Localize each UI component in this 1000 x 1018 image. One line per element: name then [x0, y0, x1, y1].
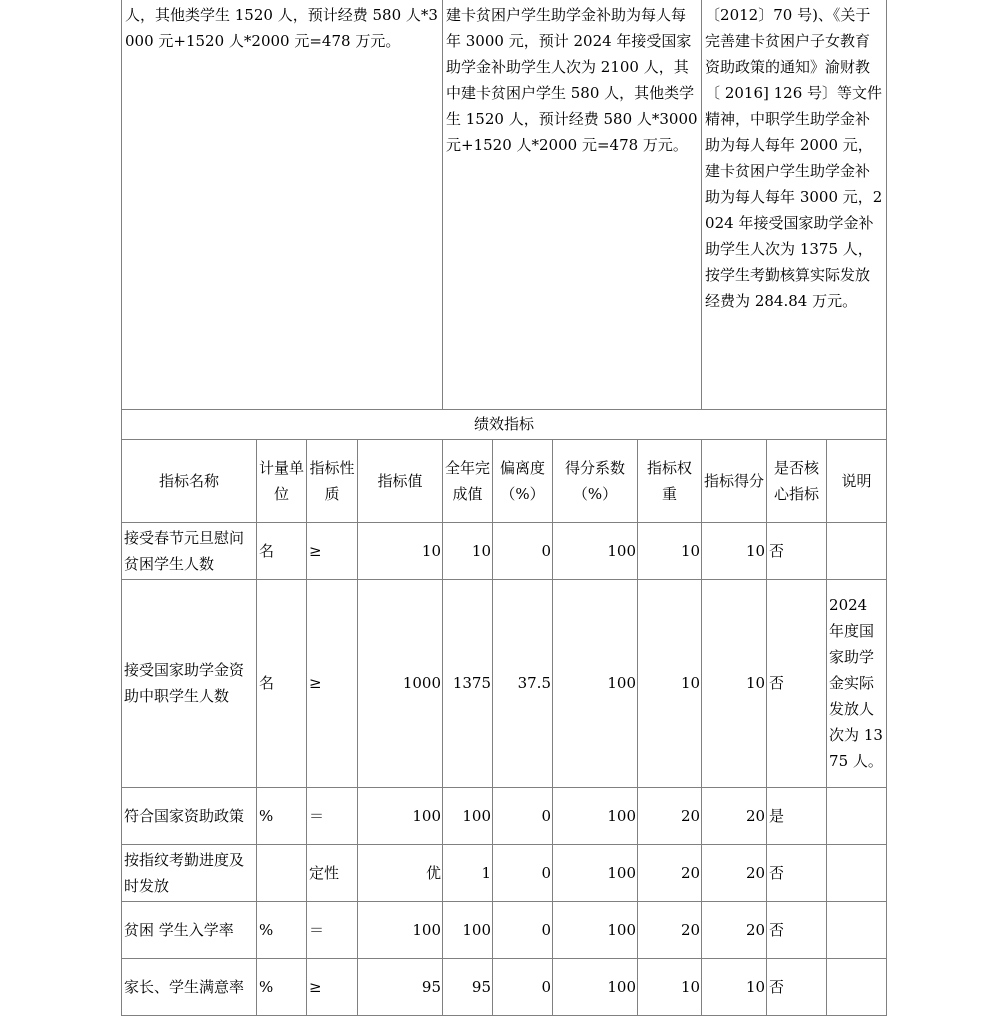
table-row: [122, 901, 887, 958]
header-coef: 得分系数（%）: [553, 439, 638, 522]
indicator-score: 10: [702, 579, 767, 787]
indicator-unit: 名: [257, 579, 307, 787]
indicator-coef: 100: [553, 958, 638, 1015]
header-weight: 指标权重: [638, 439, 702, 522]
header-nature: 指标性质: [307, 439, 358, 522]
table-row: [122, 958, 887, 1015]
indicator-unit: %: [257, 958, 307, 1015]
indicator-unit: 名: [257, 522, 307, 579]
indicator-actual: 95: [443, 958, 493, 1015]
indicator-coef: 100: [553, 522, 638, 579]
indicator-core: 否: [767, 579, 827, 787]
indicator-coef: 100: [553, 844, 638, 901]
indicator-note: 2024 年度国家助学金实际发放人次为 1375 人。: [827, 579, 887, 787]
indicator-core: 否: [767, 844, 827, 901]
table-row: [122, 844, 887, 901]
indicator-actual: 1: [443, 844, 493, 901]
header-score: 指标得分: [702, 439, 767, 522]
indicator-actual: 1375: [443, 579, 493, 787]
indicator-name: 家长、学生满意率: [122, 958, 257, 1015]
indicator-target: 95: [358, 958, 443, 1015]
indicator-target: 10: [358, 522, 443, 579]
table-row: [122, 787, 887, 844]
document-page: [121, 0, 887, 1016]
indicator-core: 是: [767, 787, 827, 844]
performance-table: [121, 0, 887, 1016]
indicator-coef: 100: [553, 579, 638, 787]
indicator-deviation: 0: [493, 522, 553, 579]
indicator-name: 贫困 学生入学率: [122, 901, 257, 958]
indicator-score: 20: [702, 901, 767, 958]
header-actual: 全年完成值: [443, 439, 493, 522]
indicator-note: [827, 787, 887, 844]
header-row: [122, 439, 887, 522]
header-core: 是否核心指标: [767, 439, 827, 522]
indicator-name: 接受春节元旦慰问贫困学生人数: [122, 522, 257, 579]
indicator-actual: 100: [443, 787, 493, 844]
header-note: 说明: [827, 439, 887, 522]
indicator-weight: 10: [638, 522, 702, 579]
indicator-nature: ＝: [307, 787, 358, 844]
table-row: [122, 522, 887, 579]
indicator-target: 1000: [358, 579, 443, 787]
indicator-weight: 20: [638, 901, 702, 958]
indicator-nature: ≥: [307, 522, 358, 579]
indicator-score: 20: [702, 787, 767, 844]
indicator-deviation: 0: [493, 844, 553, 901]
indicator-weight: 20: [638, 844, 702, 901]
indicator-core: 否: [767, 522, 827, 579]
description-plan: 人，其他类学生 1520 人，预计经费 580 人*3000 元+1520 人*2000 元=478 万元。: [122, 0, 443, 409]
indicator-target: 100: [358, 787, 443, 844]
indicator-note: [827, 901, 887, 958]
header-target: 指标值: [358, 439, 443, 522]
indicator-deviation: 0: [493, 958, 553, 1015]
indicator-note: [827, 958, 887, 1015]
indicator-score: 20: [702, 844, 767, 901]
indicator-actual: 10: [443, 522, 493, 579]
indicator-weight: 10: [638, 579, 702, 787]
header-name: 指标名称: [122, 439, 257, 522]
indicator-note: [827, 844, 887, 901]
indicator-unit: %: [257, 901, 307, 958]
indicator-deviation: 37.5: [493, 579, 553, 787]
indicator-name: 接受国家助学金资助中职学生人数: [122, 579, 257, 787]
table-row: [122, 579, 887, 787]
indicator-coef: 100: [553, 787, 638, 844]
indicator-coef: 100: [553, 901, 638, 958]
description-target: 建卡贫困户学生助学金补助为每人每年 3000 元，预计 2024 年接受国家助学金补助学生人次为 2100 人，其中建卡贫困户学生 580 人，其他类学生 1520 人，预计经费 580 人*3000 元+1520 人*2000 元=478 万元。: [443, 0, 702, 409]
indicator-deviation: 0: [493, 901, 553, 958]
header-deviation: 偏离度（%）: [493, 439, 553, 522]
indicator-unit: [257, 844, 307, 901]
indicator-nature: 定性: [307, 844, 358, 901]
header-unit: 计量单位: [257, 439, 307, 522]
indicator-target: 优: [358, 844, 443, 901]
indicator-name: 按指纹考勤进度及时发放: [122, 844, 257, 901]
indicator-weight: 20: [638, 787, 702, 844]
indicator-note: [827, 522, 887, 579]
indicator-core: 否: [767, 901, 827, 958]
section-title: 绩效指标: [122, 409, 887, 439]
indicator-core: 否: [767, 958, 827, 1015]
indicator-actual: 100: [443, 901, 493, 958]
section-title-row: [122, 409, 887, 439]
description-row: [122, 0, 887, 409]
indicator-weight: 10: [638, 958, 702, 1015]
indicator-nature: ＝: [307, 901, 358, 958]
indicator-unit: %: [257, 787, 307, 844]
indicator-deviation: 0: [493, 787, 553, 844]
indicator-score: 10: [702, 522, 767, 579]
indicator-name: 符合国家资助政策: [122, 787, 257, 844]
indicator-nature: ≥: [307, 958, 358, 1015]
indicator-nature: ≥: [307, 579, 358, 787]
description-actual: 〔2012〕70 号)、《关于完善建卡贫困户子女教育资助政策的通知》渝财教〔 2016] 126 号〕等文件精神，中职学生助学金补助为每人每年 2000 元，建卡贫困户学生助学金补助为每人每年 3000 元，2024 年接受国家助学金补助学生人次为 1375 人，按学生考勤核算实际发放经费为 284.84 万元。: [702, 0, 887, 409]
indicator-target: 100: [358, 901, 443, 958]
indicator-score: 10: [702, 958, 767, 1015]
